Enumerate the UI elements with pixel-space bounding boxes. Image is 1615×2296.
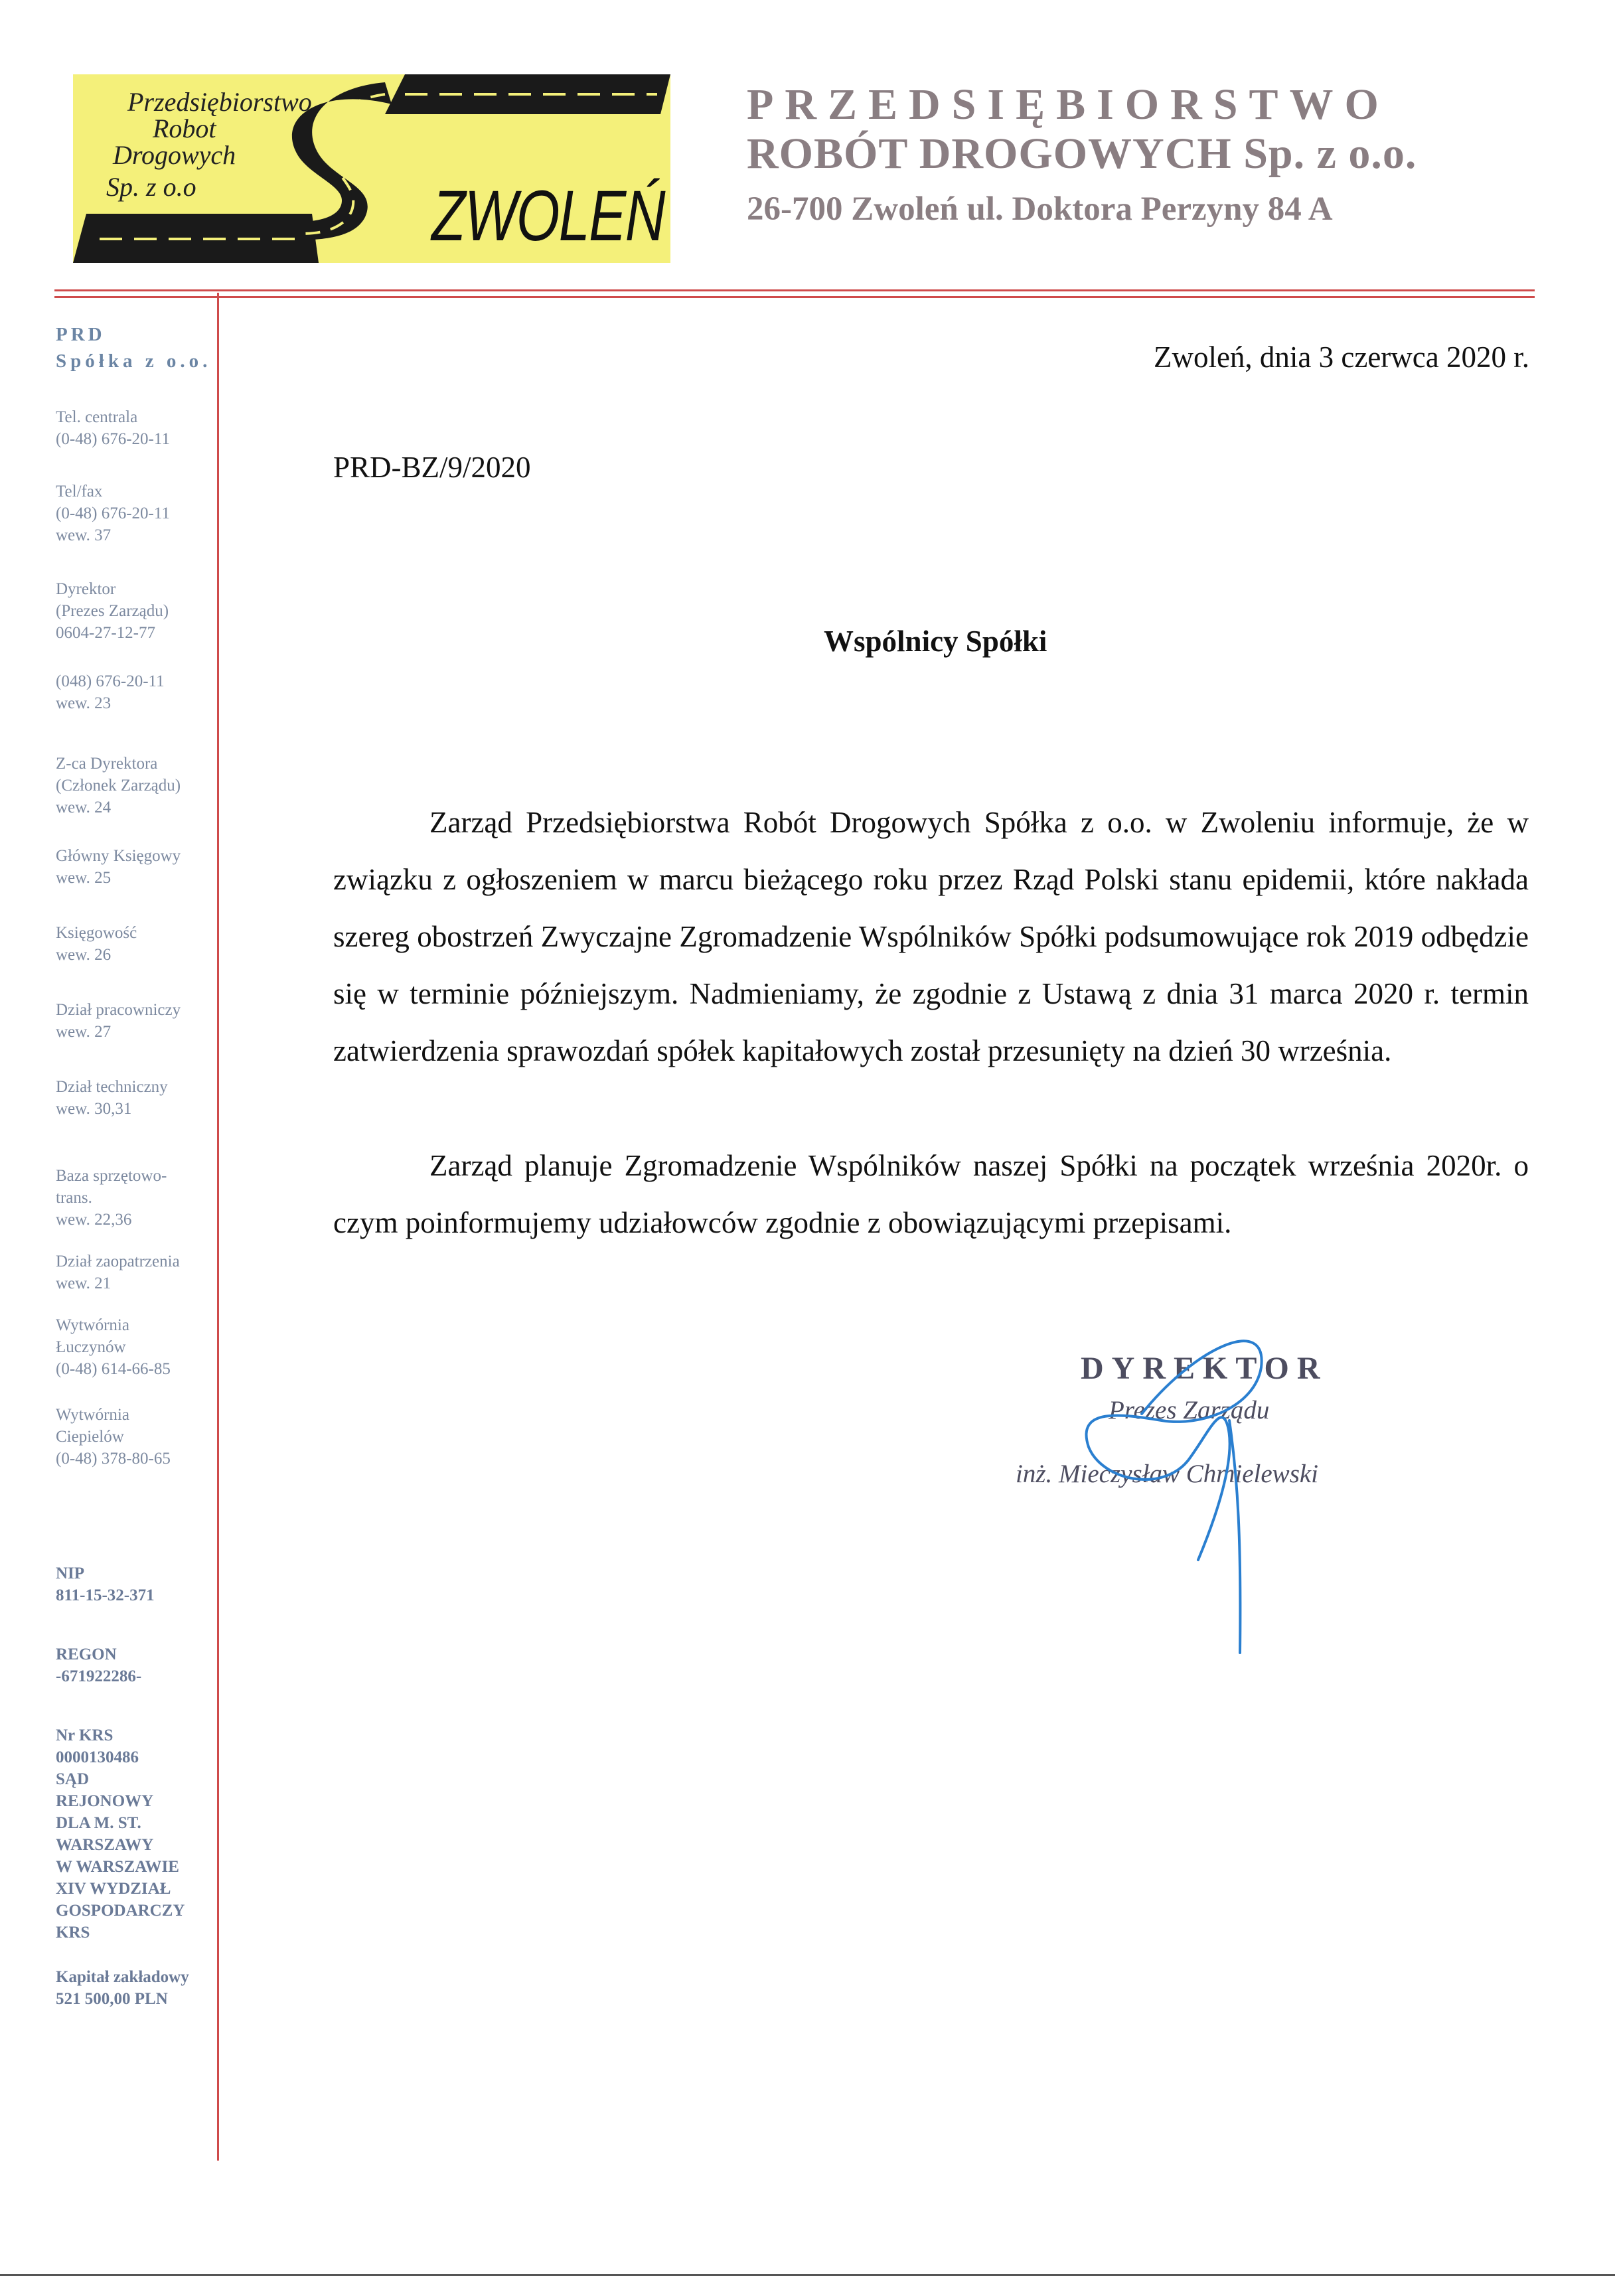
sidebar-capital: Kapitał zakładowy 521 500,00 PLN xyxy=(56,1968,189,2008)
header-rule-top xyxy=(54,289,1535,291)
stamp-role: Prezes Zarządu xyxy=(1109,1396,1270,1424)
sidebar-contact-item: Główny Księgowy wew. 25 xyxy=(56,847,181,887)
logo-text-line4: Sp. z o.o xyxy=(106,172,196,202)
sidebar-contacts xyxy=(56,321,215,2010)
sidebar-contact-item: Baza sprzętowo- trans. wew. 22,36 xyxy=(56,1167,167,1229)
sidebar-regon: REGON -671922286- xyxy=(56,1645,142,1685)
letter-place-date: Zwoleń, dnia 3 czerwca 2020 r. xyxy=(1153,341,1529,374)
header-company-line1: PRZEDSIĘBIORSTWO xyxy=(747,80,1390,129)
sidebar-contact-item: Tel/fax (0-48) 676-20-11 wew. 37 xyxy=(56,483,170,544)
header-address: 26-700 Zwoleń ul. Doktora Perzyny 84 A xyxy=(747,191,1333,228)
sidebar-contact-item: (048) 676-20-11 wew. 23 xyxy=(56,672,165,712)
logo-text-line1: Przedsiębiorstwo xyxy=(127,87,312,117)
sidebar-contact-item: Księgowość wew. 26 xyxy=(56,924,137,964)
stamp-signatory-name: inż. Mieczysław Chmielewski xyxy=(1016,1460,1319,1488)
sidebar-contact-item: Wytwórnia Łuczynów (0-48) 614-66-85 xyxy=(56,1316,171,1378)
stamp-title: DYREKTOR xyxy=(1081,1351,1328,1386)
header-company-line2: ROBÓT DROGOWYCH Sp. z o.o. xyxy=(747,129,1417,178)
letter-paragraph-1: Zarząd Przedsiębiorstwa Robót Drogowych Spółka z o.o. w Zwoleniu informuje, że w związku z ogłoszeniem w marcu bieżącego roku przez Rząd Polski stanu epidemii, które nakłada szereg obostrzeń Zwyczajne Zgromadzenie Wspólników Spółki podsumowujące rok 2019 odbędzie się w terminie późniejszym. Nadmieniamy, że zgodnie z Ustawą z dnia 31 marca 2020 r. termin zatwierdzenia sprawozdań spółek kapitałowych został przesunięty na dzień 30 września. xyxy=(333,806,1529,1067)
letter-salutation: Wspólnicy Spółki xyxy=(824,625,1047,658)
sidebar-contact-item: Z-ca Dyrektora (Członek Zarządu) wew. 24 xyxy=(56,755,181,816)
sidebar-contact-item: Dział zaopatrzenia wew. 21 xyxy=(56,1253,180,1292)
logo-text-line2: Robot xyxy=(153,114,216,143)
header-rule-bottom xyxy=(54,296,1535,298)
sidebar-contact-item: Dział techniczny wew. 30,31 xyxy=(56,1078,168,1118)
page-bottom-rule xyxy=(0,2274,1615,2276)
sidebar-contact-item: Tel. centrala (0-48) 676-20-11 xyxy=(56,408,170,448)
sidebar-contact-item: Dział pracowniczy wew. 27 xyxy=(56,1001,181,1041)
letter-reference-number: PRD-BZ/9/2020 xyxy=(333,451,531,484)
sidebar-brand-line2: Spółka z o.o. xyxy=(56,350,212,372)
handwritten-signature xyxy=(1062,1321,1301,1666)
sidebar-krs: Nr KRS 0000130486 SĄD REJONOWY DLA M. ST. WARSZAWY W WARSZAWIE XIV WYDZIAŁ GOSPODARCZY KRS xyxy=(56,1726,185,1942)
company-logo xyxy=(73,74,670,263)
logo-brand-text: ZWOLEŃ xyxy=(431,175,665,256)
sidebar-divider xyxy=(217,293,219,2161)
sidebar-brand-line1: PRD xyxy=(56,324,106,345)
sidebar-contact-item: Dyrektor (Prezes Zarządu) 0604-27-12-77 xyxy=(56,580,169,642)
sidebar-nip: NIP 811-15-32-371 xyxy=(56,1565,155,1604)
logo-text-line3: Drogowych xyxy=(113,140,236,170)
letter-paragraph-2: Zarząd planuje Zgromadzenie Wspólników naszej Spółki na początek września 2020r. o czym poinformujemy udziałowców zgodnie z obowiązującymi przepisami. xyxy=(333,1149,1529,1239)
sidebar-contact-item: Wytwórnia Ciepielów (0-48) 378-80-65 xyxy=(56,1406,171,1468)
